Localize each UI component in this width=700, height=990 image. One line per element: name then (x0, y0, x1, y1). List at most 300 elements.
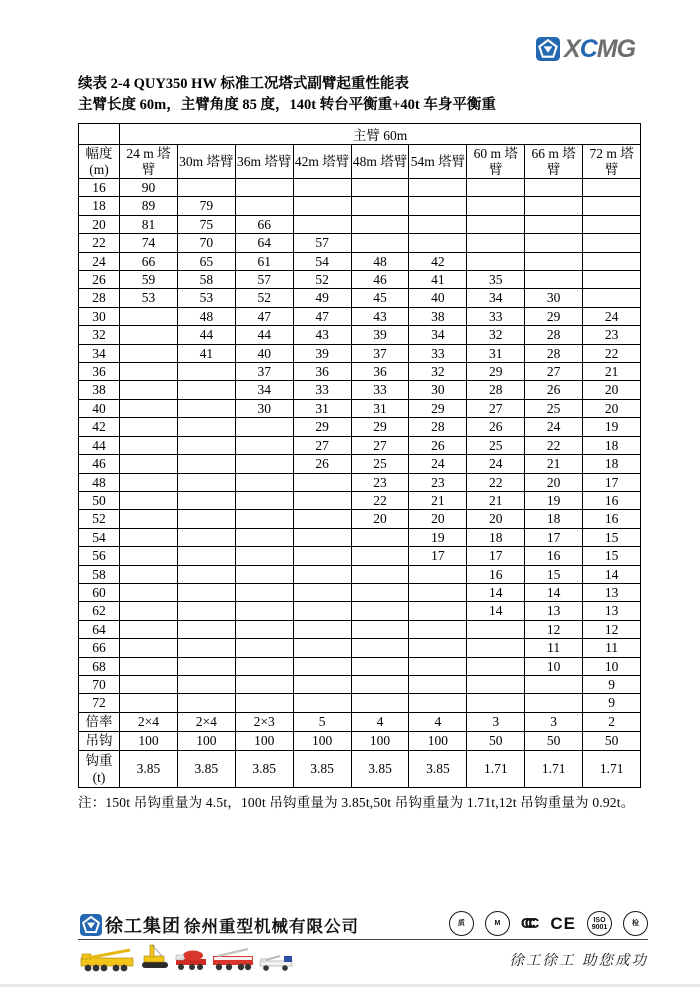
radius-cell: 70 (79, 675, 120, 693)
footer-value-cell: 4 (351, 712, 409, 731)
radius-cell: 66 (79, 639, 120, 657)
load-cell (525, 271, 583, 289)
load-cell (525, 252, 583, 270)
footer-value-cell: 100 (235, 731, 293, 750)
load-cell (351, 639, 409, 657)
load-cell: 20 (583, 399, 641, 417)
load-cell (120, 307, 178, 325)
load-cell (120, 344, 178, 362)
footer-value-cell: 2×3 (235, 712, 293, 731)
radius-cell: 50 (79, 491, 120, 509)
load-cell: 22 (583, 344, 641, 362)
load-cell: 58 (177, 271, 235, 289)
load-cell: 15 (583, 528, 641, 546)
company-logo (80, 912, 359, 938)
load-cell: 42 (409, 252, 467, 270)
load-cell: 9 (583, 675, 641, 693)
table-row (79, 602, 641, 620)
load-cell (409, 197, 467, 215)
table-row (79, 307, 641, 325)
load-cell: 64 (235, 234, 293, 252)
load-cell (351, 179, 409, 197)
load-cell: 14 (467, 602, 525, 620)
load-cell: 23 (409, 473, 467, 491)
load-cell: 53 (177, 289, 235, 307)
load-cell (177, 583, 235, 601)
footer-brand-bar (78, 911, 648, 939)
corner-cell (79, 124, 120, 145)
load-cell: 29 (467, 363, 525, 381)
load-cell: 45 (351, 289, 409, 307)
radius-cell: 20 (79, 215, 120, 233)
load-cell: 79 (177, 197, 235, 215)
table-row (79, 620, 641, 638)
table-row (79, 455, 641, 473)
footer-value-cell: 3.85 (293, 750, 351, 787)
load-cell (177, 418, 235, 436)
load-cell (235, 694, 293, 712)
load-cell: 36 (293, 363, 351, 381)
load-cell (177, 455, 235, 473)
load-cell (235, 436, 293, 454)
footer-value-cell: 3 (525, 712, 583, 731)
radius-cell: 60 (79, 583, 120, 601)
footer-label-cell: 钩重 (t) (79, 750, 120, 787)
load-cell: 22 (351, 491, 409, 509)
footer-value-cell: 3 (467, 712, 525, 731)
load-cell (409, 602, 467, 620)
load-cell: 30 (409, 381, 467, 399)
load-cell (293, 694, 351, 712)
load-cell: 44 (177, 326, 235, 344)
load-cell (409, 639, 467, 657)
load-cell (409, 620, 467, 638)
load-cell (351, 675, 409, 693)
load-cell (467, 215, 525, 233)
company-group-name: 徐工集团 (105, 916, 181, 936)
load-cell (467, 657, 525, 675)
radius-cell: 58 (79, 565, 120, 583)
load-cell (235, 197, 293, 215)
load-cell: 16 (467, 565, 525, 583)
load-cell (120, 363, 178, 381)
radius-cell: 30 (79, 307, 120, 325)
load-cell: 17 (525, 528, 583, 546)
load-cell (525, 179, 583, 197)
load-cell: 22 (525, 436, 583, 454)
load-cell: 33 (409, 344, 467, 362)
product-trucks-image (80, 944, 295, 978)
load-cell: 17 (467, 547, 525, 565)
load-cell (177, 399, 235, 417)
jib-column-header: 66 m 塔臂 (525, 145, 583, 179)
load-cell (177, 510, 235, 528)
load-cell (467, 620, 525, 638)
load-cell (120, 565, 178, 583)
load-cell (177, 547, 235, 565)
table-row (79, 583, 641, 601)
load-chart-table-body (79, 124, 641, 788)
load-cell: 33 (293, 381, 351, 399)
load-cell: 27 (293, 436, 351, 454)
load-cell: 43 (293, 326, 351, 344)
footnote: 注：150t 吊钩重量为 4.5t，100t 吊钩重量为 3.85t,50t 吊钩重量为 1.71t,12t 吊钩重量为 0.92t。 (78, 794, 635, 810)
load-cell: 18 (583, 436, 641, 454)
load-cell: 17 (409, 547, 467, 565)
load-cell (120, 326, 178, 344)
load-cell: 49 (293, 289, 351, 307)
load-cell (177, 436, 235, 454)
load-cell (120, 455, 178, 473)
table-footer-row (79, 712, 641, 731)
load-cell (293, 547, 351, 565)
load-cell (235, 510, 293, 528)
load-cell: 17 (583, 473, 641, 491)
radius-cell: 56 (79, 547, 120, 565)
load-cell (351, 694, 409, 712)
load-cell (235, 473, 293, 491)
load-cell (351, 547, 409, 565)
footer-value-cell: 100 (293, 731, 351, 750)
load-cell (525, 675, 583, 693)
load-cell (177, 657, 235, 675)
load-cell: 25 (351, 455, 409, 473)
load-cell: 74 (120, 234, 178, 252)
load-cell (177, 639, 235, 657)
load-cell (293, 528, 351, 546)
load-cell (235, 657, 293, 675)
load-cell (235, 418, 293, 436)
load-cell: 52 (293, 271, 351, 289)
load-cell: 25 (467, 436, 525, 454)
load-cell: 32 (467, 326, 525, 344)
slogan-text: 徐工徐工 助您成功 (509, 953, 648, 969)
load-cell: 66 (235, 215, 293, 233)
radius-cell: 62 (79, 602, 120, 620)
load-cell: 32 (409, 363, 467, 381)
load-cell (293, 197, 351, 215)
load-cell: 27 (525, 363, 583, 381)
footer-label-cell: 吊钩 (79, 731, 120, 750)
load-cell: 13 (525, 602, 583, 620)
load-cell (467, 252, 525, 270)
load-cell: 44 (235, 326, 293, 344)
radius-cell: 16 (79, 179, 120, 197)
load-cell: 14 (583, 565, 641, 583)
load-cell: 35 (467, 271, 525, 289)
footer-label-cell: 倍率 (79, 712, 120, 731)
table-row (79, 197, 641, 215)
load-cell (235, 455, 293, 473)
footer-value-cell: 2×4 (120, 712, 178, 731)
load-cell (583, 215, 641, 233)
page-title: 续表 2-4 QUY350 HW 标准工况塔式副臂起重性能表 (78, 76, 409, 92)
load-cell: 12 (525, 620, 583, 638)
load-cell: 15 (525, 565, 583, 583)
footer-value-cell: 50 (525, 731, 583, 750)
table-row (79, 473, 641, 491)
radius-cell: 72 (79, 694, 120, 712)
footer-value-cell: 3.85 (235, 750, 293, 787)
load-cell: 26 (467, 418, 525, 436)
load-cell (177, 528, 235, 546)
load-cell: 26 (525, 381, 583, 399)
load-cell (293, 639, 351, 657)
load-cell (177, 491, 235, 509)
load-cell: 10 (583, 657, 641, 675)
load-cell: 41 (177, 344, 235, 362)
table-row (79, 179, 641, 197)
load-cell (583, 252, 641, 270)
footer-value-cell: 2×4 (177, 712, 235, 731)
load-cell (409, 565, 467, 583)
load-cell (293, 491, 351, 509)
load-cell (467, 179, 525, 197)
load-cell: 40 (409, 289, 467, 307)
load-cell (467, 639, 525, 657)
load-cell: 57 (293, 234, 351, 252)
load-cell: 41 (409, 271, 467, 289)
load-cell: 75 (177, 215, 235, 233)
load-cell: 21 (467, 491, 525, 509)
load-cell (177, 381, 235, 399)
load-cell: 90 (120, 179, 178, 197)
load-cell (177, 473, 235, 491)
load-cell (525, 234, 583, 252)
load-cell: 18 (525, 510, 583, 528)
load-cell (351, 620, 409, 638)
load-cell: 13 (583, 602, 641, 620)
table-row (79, 271, 641, 289)
table-row (79, 418, 641, 436)
load-cell: 52 (235, 289, 293, 307)
load-cell (120, 436, 178, 454)
load-cell: 18 (467, 528, 525, 546)
load-cell (120, 675, 178, 693)
load-cell: 26 (293, 455, 351, 473)
footer-divider (78, 939, 648, 940)
load-cell (235, 528, 293, 546)
table-row (79, 399, 641, 417)
footer-value-cell: 100 (409, 731, 467, 750)
table-row (79, 694, 641, 712)
load-cell: 20 (409, 510, 467, 528)
load-cell (467, 675, 525, 693)
load-cell (120, 602, 178, 620)
load-cell: 48 (177, 307, 235, 325)
xcmg-emblem-icon (536, 37, 560, 61)
radius-cell: 24 (79, 252, 120, 270)
footer-value-cell: 1.71 (525, 750, 583, 787)
load-cell (177, 620, 235, 638)
load-cell: 9 (583, 694, 641, 712)
load-cell: 70 (177, 234, 235, 252)
load-cell: 31 (467, 344, 525, 362)
load-cell (293, 510, 351, 528)
load-cell: 39 (351, 326, 409, 344)
load-cell (120, 473, 178, 491)
load-cell (467, 694, 525, 712)
page-subtitle: 主臂长度 60m，主臂角度 85 度，140t 转台平衡重+40t 车身平衡重 (78, 97, 496, 113)
load-cell (120, 491, 178, 509)
load-cell (293, 657, 351, 675)
load-cell (120, 510, 178, 528)
load-cell: 24 (409, 455, 467, 473)
load-cell: 33 (467, 307, 525, 325)
load-cell (235, 491, 293, 509)
load-cell (293, 179, 351, 197)
load-cell: 89 (120, 197, 178, 215)
load-cell (177, 675, 235, 693)
load-cell (409, 675, 467, 693)
load-cell: 36 (351, 363, 409, 381)
load-cell (525, 197, 583, 215)
load-cell: 21 (409, 491, 467, 509)
table-row (79, 381, 641, 399)
load-cell: 24 (467, 455, 525, 473)
xcmg-logo (536, 37, 635, 61)
footer-value-cell: 100 (120, 731, 178, 750)
load-cell (293, 583, 351, 601)
load-cell (351, 583, 409, 601)
load-cell: 23 (351, 473, 409, 491)
load-cell (177, 179, 235, 197)
radius-cell: 28 (79, 289, 120, 307)
load-cell (293, 473, 351, 491)
load-cell (293, 602, 351, 620)
table-row (79, 215, 641, 233)
table-row (79, 436, 641, 454)
load-cell: 81 (120, 215, 178, 233)
load-cell (583, 179, 641, 197)
load-cell (177, 565, 235, 583)
load-cell: 47 (293, 307, 351, 325)
load-cell (120, 639, 178, 657)
load-cell (467, 234, 525, 252)
footer-value-cell: 2 (583, 712, 641, 731)
load-cell: 26 (409, 436, 467, 454)
load-cell: 30 (525, 289, 583, 307)
load-cell: 23 (583, 326, 641, 344)
ccc-mark-icon: CCC (520, 915, 533, 932)
load-cell (120, 399, 178, 417)
footer-value-cell: 100 (351, 731, 409, 750)
load-cell (409, 694, 467, 712)
load-cell (409, 583, 467, 601)
load-cell (235, 583, 293, 601)
load-cell (120, 381, 178, 399)
load-cell: 61 (235, 252, 293, 270)
load-cell: 19 (583, 418, 641, 436)
table-row (79, 326, 641, 344)
load-cell: 12 (583, 620, 641, 638)
load-cell (467, 197, 525, 215)
load-cell (177, 602, 235, 620)
radius-header-cell: 幅度 (m) (79, 145, 120, 179)
radius-cell: 54 (79, 528, 120, 546)
radius-cell: 42 (79, 418, 120, 436)
radius-cell: 18 (79, 197, 120, 215)
load-cell: 20 (583, 381, 641, 399)
footer-value-cell: 3.85 (409, 750, 467, 787)
jib-column-header: 54m 塔臂 (409, 145, 467, 179)
jib-column-header: 24 m 塔臂 (120, 145, 178, 179)
load-cell (120, 418, 178, 436)
load-cell: 16 (525, 547, 583, 565)
ce-mark-icon: CE (550, 914, 576, 933)
load-cell: 11 (525, 639, 583, 657)
table-row (79, 510, 641, 528)
load-cell: 29 (293, 418, 351, 436)
load-cell (351, 215, 409, 233)
load-cell: 19 (525, 491, 583, 509)
load-cell: 37 (351, 344, 409, 362)
footer-value-cell: 3.85 (177, 750, 235, 787)
load-cell: 15 (583, 547, 641, 565)
load-cell (351, 528, 409, 546)
table-footer-row (79, 750, 641, 787)
load-cell (235, 620, 293, 638)
load-cell: 28 (467, 381, 525, 399)
load-cell: 24 (583, 307, 641, 325)
table-row (79, 528, 641, 546)
export-cert-icon: 检 (623, 911, 648, 936)
load-cell: 22 (467, 473, 525, 491)
load-cell: 19 (409, 528, 467, 546)
footer-value-cell: 3.85 (351, 750, 409, 787)
load-cell (293, 215, 351, 233)
load-cell: 33 (351, 381, 409, 399)
authority-stamp-icon: M (485, 911, 510, 936)
load-cell: 46 (351, 271, 409, 289)
load-chart-table (78, 123, 641, 788)
page-bottom-edge (0, 984, 700, 987)
load-cell: 30 (235, 399, 293, 417)
load-cell: 13 (583, 583, 641, 601)
table-row (79, 234, 641, 252)
jib-column-header: 42m 塔臂 (293, 145, 351, 179)
load-cell: 21 (525, 455, 583, 473)
load-cell: 66 (120, 252, 178, 270)
radius-cell: 46 (79, 455, 120, 473)
footer-value-cell: 50 (467, 731, 525, 750)
footer-value-cell: 5 (293, 712, 351, 731)
xcmg-wordmark: XCMG (564, 35, 636, 63)
load-cell (235, 675, 293, 693)
load-cell (177, 363, 235, 381)
load-cell (409, 215, 467, 233)
load-cell (583, 234, 641, 252)
jib-column-header: 72 m 塔臂 (583, 145, 641, 179)
load-cell: 16 (583, 510, 641, 528)
load-cell (293, 565, 351, 583)
load-cell: 38 (409, 307, 467, 325)
load-cell (120, 583, 178, 601)
load-cell (583, 271, 641, 289)
load-cell: 16 (583, 491, 641, 509)
table-row (79, 491, 641, 509)
table-row (79, 547, 641, 565)
load-cell: 28 (409, 418, 467, 436)
load-cell (120, 547, 178, 565)
load-cell: 34 (467, 289, 525, 307)
load-cell (409, 657, 467, 675)
load-cell: 28 (525, 326, 583, 344)
load-cell: 54 (293, 252, 351, 270)
footer-value-cell: 3.85 (120, 750, 178, 787)
load-cell: 20 (467, 510, 525, 528)
load-cell (293, 675, 351, 693)
